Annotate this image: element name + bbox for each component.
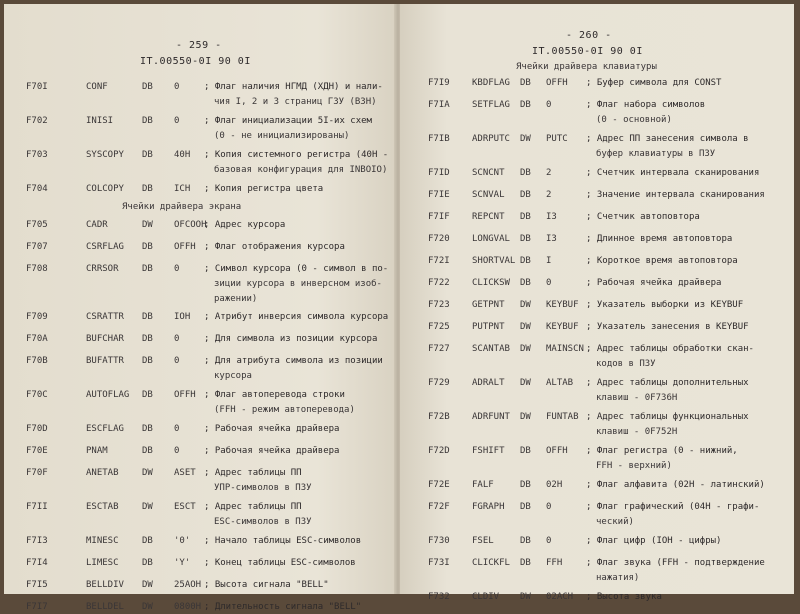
address-cell: F70I — [26, 82, 48, 92]
type-cell: DW — [142, 502, 153, 512]
type-cell: DW — [142, 220, 153, 230]
left-doc-code: IT.00550-0I 90 0I — [140, 56, 251, 67]
address-cell: F720 — [428, 234, 450, 244]
value-cell: ALTAB — [546, 378, 574, 388]
value-cell: IOH — [174, 312, 191, 322]
table-row — [400, 344, 790, 356]
type-cell: DW — [520, 300, 531, 310]
type-cell: DW — [520, 344, 531, 354]
address-cell: F70F — [26, 468, 48, 478]
label-cell: BUFATTR — [86, 356, 124, 366]
type-cell: DB — [142, 312, 153, 322]
label-cell: ADRPUTC — [472, 134, 510, 144]
comment-continuation: базовая конфигурация для INBOIO) — [214, 165, 388, 175]
value-cell: ASET — [174, 468, 196, 478]
comment-cell: ; Высота сигнала "BELL" — [204, 580, 329, 590]
comment-cell: ; Счетчик интервала сканирования — [586, 168, 760, 178]
address-cell: F7IF — [428, 212, 450, 222]
table-row — [400, 378, 790, 390]
address-cell: F723 — [428, 300, 450, 310]
comment-cell: ; Флаг звука (FFH - подтверждение — [586, 558, 765, 568]
comment-cell: ; Короткое время автоповтора — [586, 256, 738, 266]
type-cell: DW — [142, 602, 153, 612]
comment-continuation: клавиш - 0F736H — [596, 393, 678, 403]
right-doc-code: IT.00550-0I 90 0I — [532, 46, 643, 57]
address-cell: F7I9 — [428, 78, 450, 88]
comment-cell: ; Для атрибута символа из позиции — [204, 356, 383, 366]
comment-cell: ; Значение интервала сканирования — [586, 190, 765, 200]
table-row — [400, 480, 790, 492]
label-cell: BELLDIV — [86, 580, 124, 590]
label-cell: INISI — [86, 116, 114, 126]
label-cell: ANETAB — [86, 468, 119, 478]
comment-cell: ; Счетчик автоповтора — [586, 212, 700, 222]
label-cell: ESCFLAG — [86, 424, 124, 434]
value-cell: 'Y' — [174, 558, 191, 568]
address-cell: F732 — [428, 592, 450, 602]
table-row — [4, 242, 394, 254]
value-cell: FUNTAB — [546, 412, 579, 422]
value-cell: OFFH — [546, 78, 568, 88]
table-row — [400, 502, 790, 514]
table-row — [400, 536, 790, 548]
address-cell: F72D — [428, 446, 450, 456]
value-cell: ESCT — [174, 502, 196, 512]
value-cell: I — [546, 256, 552, 266]
comment-cell: ; Флаг графический (04H - графи- — [586, 502, 760, 512]
table-row — [400, 412, 790, 424]
label-cell: SCANTAB — [472, 344, 510, 354]
type-cell: DB — [142, 390, 153, 400]
type-cell: DW — [520, 592, 531, 602]
label-cell: GETPNT — [472, 300, 505, 310]
comment-cell: ; Рабочая ячейка драйвера — [204, 424, 340, 434]
comment-cell: ; Указатель выборки из KEYBUF — [586, 300, 744, 310]
value-cell: 0 — [174, 424, 180, 434]
comment-continuation: нажатия) — [596, 573, 640, 583]
table-row — [400, 592, 790, 604]
table-row — [4, 356, 394, 368]
left-page — [4, 4, 396, 612]
table-row — [4, 220, 394, 232]
address-cell: F7I7 — [26, 602, 48, 612]
type-cell: DB — [142, 264, 153, 274]
type-cell: DB — [520, 446, 531, 456]
type-cell: DB — [142, 558, 153, 568]
address-cell: F70A — [26, 334, 48, 344]
comment-continuation: зиции курсора в инверсном изоб- — [214, 279, 382, 289]
label-cell: SYSCOPY — [86, 150, 124, 160]
table-row — [400, 278, 790, 290]
label-cell: BELLDEL — [86, 602, 124, 612]
label-cell: REPCNT — [472, 212, 505, 222]
table-row — [400, 446, 790, 458]
table-row — [400, 134, 790, 146]
value-cell: 0 — [174, 446, 180, 456]
address-cell: F708 — [26, 264, 48, 274]
label-cell: CRRSOR — [86, 264, 119, 274]
comment-cell: ; Конец таблицы ESC-символов — [204, 558, 356, 568]
value-cell: 0 — [174, 356, 180, 366]
address-cell: F7IE — [428, 190, 450, 200]
address-cell: F72E — [428, 480, 450, 490]
label-cell: FGRAPH — [472, 502, 505, 512]
type-cell: DB — [520, 234, 531, 244]
value-cell: 25AOH — [174, 580, 202, 590]
type-cell: DB — [142, 82, 153, 92]
comment-cell: ; Рабочая ячейка драйвера — [204, 446, 340, 456]
value-cell: KEYBUF — [546, 322, 579, 332]
address-cell: F707 — [26, 242, 48, 252]
label-cell: PNAM — [86, 446, 108, 456]
address-cell: F7ID — [428, 168, 450, 178]
left-page-number: - 259 - — [176, 40, 222, 51]
comment-continuation: ческий) — [596, 517, 634, 527]
comment-continuation: клавиш - 0F752H — [596, 427, 678, 437]
table-row — [4, 424, 394, 436]
comment-cell: ; Копия системного регистра (40H - — [204, 150, 389, 160]
value-cell: 2 — [546, 168, 552, 178]
table-row — [400, 100, 790, 112]
type-cell: DB — [520, 536, 531, 546]
value-cell: OFFH — [546, 446, 568, 456]
value-cell: 0 — [546, 100, 552, 110]
label-cell: ADRALT — [472, 378, 505, 388]
table-row — [4, 446, 394, 458]
value-cell: 0 — [174, 116, 180, 126]
table-row — [4, 558, 394, 570]
comment-cell: ; Адрес ПП занесения символа в — [586, 134, 749, 144]
comment-continuation: кодов в ПЗУ — [596, 359, 656, 369]
label-cell: ESCTAB — [86, 502, 119, 512]
type-cell: DB — [142, 150, 153, 160]
comment-continuation: чия I, 2 и 3 страниц ГЗУ (ВЗН) — [214, 97, 377, 107]
address-cell: F70E — [26, 446, 48, 456]
value-cell: I3 — [546, 212, 557, 222]
value-cell: 0 — [174, 82, 180, 92]
value-cell: 0 — [174, 334, 180, 344]
comment-cell: ; Флаг отображения курсора — [204, 242, 345, 252]
address-cell: F7II — [26, 502, 48, 512]
comment-continuation: буфер клавиатуры в ПЗУ — [596, 149, 716, 159]
value-cell: OFFH — [174, 390, 196, 400]
address-cell: F727 — [428, 344, 450, 354]
comment-continuation: ражении) — [214, 294, 258, 304]
table-row — [400, 190, 790, 202]
label-cell: FSEL — [472, 536, 494, 546]
label-cell: SHORTVAL — [472, 256, 516, 266]
table-row — [4, 580, 394, 592]
label-cell: LIMESC — [86, 558, 119, 568]
label-cell: PUTPNT — [472, 322, 505, 332]
type-cell: DB — [520, 558, 531, 568]
table-row — [4, 184, 394, 196]
type-cell: DW — [142, 580, 153, 590]
left-section-heading: Ячейки драйвера экрана — [122, 202, 242, 212]
address-cell: F702 — [26, 116, 48, 126]
label-cell: FSHIFT — [472, 446, 505, 456]
table-row — [400, 168, 790, 180]
comment-cell: ; Символ курсора (0 - символ в по- — [204, 264, 389, 274]
address-cell: F7I5 — [26, 580, 48, 590]
type-cell: DB — [520, 100, 531, 110]
value-cell: 0800H — [174, 602, 202, 612]
table-row — [4, 264, 394, 276]
type-cell: DB — [142, 446, 153, 456]
right-page — [400, 4, 794, 602]
comment-cell: ; Флаг регистра (0 - нижний, — [586, 446, 738, 456]
table-row — [4, 334, 394, 346]
table-row — [4, 116, 394, 128]
comment-cell: ; Флаг автоперевода строки — [204, 390, 345, 400]
value-cell: 0 — [546, 536, 552, 546]
address-cell: F709 — [26, 312, 48, 322]
comment-cell: ; Длительность сигнала "BELL" — [204, 602, 362, 612]
label-cell: CADR — [86, 220, 108, 230]
type-cell: DW — [520, 322, 531, 332]
address-cell: F72B — [428, 412, 450, 422]
comment-cell: ; Флаг цифр (IOH - цифры) — [586, 536, 722, 546]
comment-continuation: УПР-символов в ПЗУ — [214, 483, 312, 493]
value-cell: PUTC — [546, 134, 568, 144]
address-cell: F7I3 — [26, 536, 48, 546]
label-cell: LONGVAL — [472, 234, 510, 244]
value-cell: 0 — [546, 502, 552, 512]
type-cell: DB — [520, 278, 531, 288]
label-cell: FALF — [472, 480, 494, 490]
value-cell: FFH — [546, 558, 563, 568]
type-cell: DW — [520, 134, 531, 144]
comment-continuation: FFH - верхний) — [596, 461, 672, 471]
type-cell: DB — [142, 334, 153, 344]
address-cell: F729 — [428, 378, 450, 388]
table-row — [400, 558, 790, 570]
address-cell: F7IB — [428, 134, 450, 144]
value-cell: 02H — [546, 480, 563, 490]
comment-cell: ; Адрес таблицы ПП — [204, 502, 302, 512]
table-row — [4, 82, 394, 94]
comment-cell: ; Флаг алфавита (02H - латинский) — [586, 480, 765, 490]
address-cell: F7I4 — [26, 558, 48, 568]
comment-cell: ; Адрес курсора — [204, 220, 286, 230]
value-cell: 40H — [174, 150, 191, 160]
type-cell: DB — [520, 78, 531, 88]
label-cell: SCNVAL — [472, 190, 505, 200]
table-row — [400, 300, 790, 312]
value-cell: KEYBUF — [546, 300, 579, 310]
address-cell: F703 — [26, 150, 48, 160]
table-row — [400, 78, 790, 90]
label-cell: SETFLAG — [472, 100, 510, 110]
comment-cell: ; Высота звука — [586, 592, 662, 602]
type-cell: DB — [520, 480, 531, 490]
type-cell: DB — [142, 116, 153, 126]
address-cell: F705 — [26, 220, 48, 230]
comment-continuation: (0 - основной) — [596, 115, 672, 125]
value-cell: OFFH — [174, 242, 196, 252]
table-row — [4, 536, 394, 548]
comment-cell: ; Рабочая ячейка драйвера — [586, 278, 722, 288]
type-cell: DB — [520, 256, 531, 266]
comment-cell: ; Для символа из позиции курсора — [204, 334, 378, 344]
address-cell: F7IA — [428, 100, 450, 110]
type-cell: DW — [142, 468, 153, 478]
comment-cell: ; Адрес таблицы обработки скан- — [586, 344, 754, 354]
address-cell: F73I — [428, 558, 450, 568]
type-cell: DW — [520, 412, 531, 422]
comment-cell: ; Адрес таблицы ПП — [204, 468, 302, 478]
value-cell: '0' — [174, 536, 191, 546]
label-cell: CLICKSW — [472, 278, 510, 288]
comment-cell: ; Флаг наличия НГМД (ХДН) и нали- — [204, 82, 383, 92]
comment-continuation: (0 - не инициализированы) — [214, 131, 350, 141]
address-cell: F704 — [26, 184, 48, 194]
value-cell: MAINSCN — [546, 344, 584, 354]
table-row — [4, 390, 394, 402]
label-cell: CONF — [86, 82, 108, 92]
value-cell: 0 — [546, 278, 552, 288]
address-cell: F70C — [26, 390, 48, 400]
type-cell: DB — [520, 212, 531, 222]
table-row — [4, 150, 394, 162]
right-page-number: - 260 - — [566, 30, 612, 41]
address-cell: F730 — [428, 536, 450, 546]
address-cell: F72I — [428, 256, 450, 266]
address-cell: F72F — [428, 502, 450, 512]
comment-continuation: курсора — [214, 371, 252, 381]
label-cell: SCNCNT — [472, 168, 505, 178]
label-cell: CSRATTR — [86, 312, 124, 322]
comment-cell: ; Адрес таблицы функциональных — [586, 412, 749, 422]
label-cell: BUFCHAR — [86, 334, 124, 344]
type-cell: DB — [142, 242, 153, 252]
table-row — [400, 234, 790, 246]
type-cell: DW — [520, 378, 531, 388]
table-row — [4, 468, 394, 480]
label-cell: ADRFUNT — [472, 412, 510, 422]
label-cell: KBDFLAG — [472, 78, 510, 88]
book-spread — [4, 4, 794, 612]
comment-cell: ; Буфер символа для CONST — [586, 78, 722, 88]
right-section-heading: Ячейки драйвера клавиатуры — [516, 62, 657, 72]
comment-cell: ; Флаг набора символов — [586, 100, 706, 110]
comment-continuation: ESC-символов в ПЗУ — [214, 517, 312, 527]
table-row — [400, 322, 790, 334]
value-cell: I3 — [546, 234, 557, 244]
type-cell: DB — [142, 424, 153, 434]
comment-cell: ; Флаг инициализации 5I-их схем — [204, 116, 372, 126]
label-cell: CLICKFL — [472, 558, 510, 568]
type-cell: DB — [520, 190, 531, 200]
type-cell: DB — [520, 502, 531, 512]
comment-continuation: (FFH - режим автоперевода) — [214, 405, 355, 415]
comment-cell: ; Копия регистра цвета — [204, 184, 324, 194]
address-cell: F70B — [26, 356, 48, 366]
type-cell: DB — [520, 168, 531, 178]
type-cell: DB — [142, 356, 153, 366]
value-cell: 2 — [546, 190, 552, 200]
value-cell: 02ACH — [546, 592, 574, 602]
table-row — [4, 312, 394, 324]
label-cell: MINESC — [86, 536, 119, 546]
type-cell: DB — [142, 184, 153, 194]
address-cell: F725 — [428, 322, 450, 332]
comment-cell: ; Атрибут инверсия символа курсора — [204, 312, 389, 322]
value-cell: OFCOOH — [174, 220, 207, 230]
comment-cell: ; Начало таблицы ESC-символов — [204, 536, 362, 546]
label-cell: CSRFLAG — [86, 242, 124, 252]
address-cell: F722 — [428, 278, 450, 288]
type-cell: DB — [142, 536, 153, 546]
comment-cell: ; Длинное время автоповтора — [586, 234, 733, 244]
value-cell: 0 — [174, 264, 180, 274]
label-cell: COLCOPY — [86, 184, 124, 194]
table-row — [4, 502, 394, 514]
label-cell: AUTOFLAG — [86, 390, 130, 400]
label-cell: CLDIV — [472, 592, 500, 602]
table-row — [4, 602, 394, 614]
address-cell: F70D — [26, 424, 48, 434]
comment-cell: ; Указатель занесения в KEYBUF — [586, 322, 749, 332]
table-row — [400, 256, 790, 268]
table-row — [400, 212, 790, 224]
comment-cell: ; Адрес таблицы дополнительных — [586, 378, 749, 388]
value-cell: ICH — [174, 184, 191, 194]
